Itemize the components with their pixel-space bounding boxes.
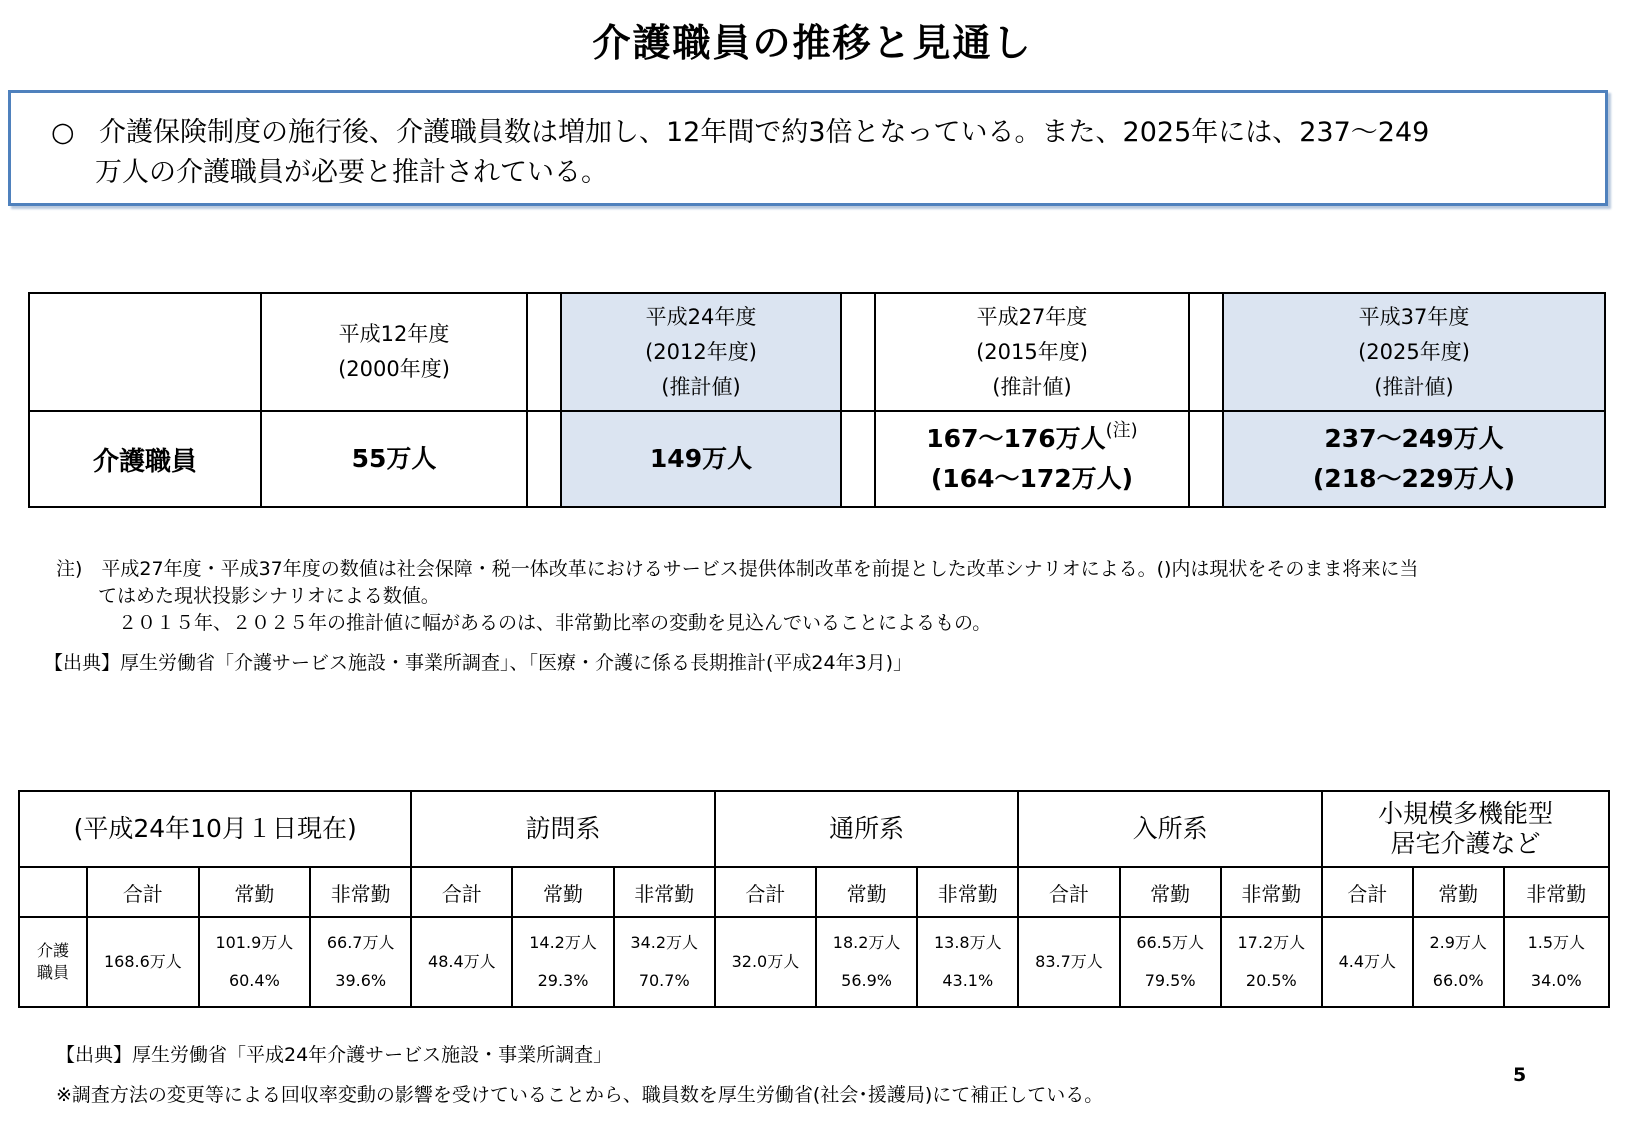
total-total: 168.6万人	[87, 917, 198, 1007]
summary-line-1: ○ 介護保険制度の施行後、介護職員数は増加し、12年間で約3倍となっている。また、2025年には、237～249	[51, 113, 1585, 153]
value-2015: 167～176万人$^{(注)}$ (164～172万人)	[875, 411, 1189, 507]
staff-projection-table	[28, 292, 1606, 508]
sub-header-part: 非常勤	[917, 867, 1018, 917]
note-line-1: 注) 平成27年度・平成37年度の数値は社会保障・税一体改革におけるサービス提供体制改革を前提とした改革シナリオによる。()内は現状をそのまま将来に当	[56, 558, 1419, 580]
col-header-2015: 平成27年度 (2015年度) (推計値)	[875, 293, 1189, 411]
small-part: 1.5万人 34.0%	[1504, 917, 1609, 1007]
sub-header-total: 合計	[715, 867, 816, 917]
group-small-multi: 小規模多機能型 居宅介護など	[1322, 791, 1609, 867]
sub-header-total: 合計	[411, 867, 512, 917]
value-2000: 55万人	[261, 411, 527, 507]
sub-header-full: 常勤	[1120, 867, 1221, 917]
row-label-care-staff: 介護職員	[29, 411, 261, 507]
row-label-care-staff: 介護 職員	[19, 917, 87, 1007]
small-full: 2.9万人 66.0%	[1413, 917, 1504, 1007]
gap-cell	[527, 293, 561, 411]
table2-group-row	[19, 791, 1609, 867]
sub-header-part: 非常勤	[614, 867, 715, 917]
table1-notes	[56, 556, 1606, 637]
page-number: 5	[1513, 1064, 1527, 1086]
bullet-circle: ○	[51, 117, 75, 148]
gap-cell	[527, 411, 561, 507]
day-total: 32.0万人	[715, 917, 816, 1007]
sub-header-full: 常勤	[199, 867, 310, 917]
note-line-2: てはめた現状投影シナリオによる数値。	[98, 585, 440, 607]
sub-header-full: 常勤	[512, 867, 613, 917]
source-citation-2: 【出典】厚生労働省「平成24年介護サービス施設・事業所調査」	[56, 1044, 613, 1066]
col-header-2025: 平成37年度 (2025年度) (推計値)	[1223, 293, 1605, 411]
gap-cell	[1189, 411, 1223, 507]
resident-total: 83.7万人	[1018, 917, 1119, 1007]
sub-header-full: 常勤	[816, 867, 917, 917]
gap-cell	[841, 411, 875, 507]
group-resident: 入所系	[1018, 791, 1322, 867]
total-full: 101.9万人 60.4%	[199, 917, 310, 1007]
col-header-2000: 平成12年度 (2000年度)	[261, 293, 527, 411]
table1-header-row	[29, 293, 1605, 411]
sub-header-part: 非常勤	[1504, 867, 1609, 917]
staff-breakdown-table	[18, 790, 1610, 1008]
summary-line-2: 万人の介護職員が必要と推計されている。	[95, 157, 608, 188]
day-full: 18.2万人 56.9%	[816, 917, 917, 1007]
gap-cell	[1189, 293, 1223, 411]
empty-sub-cell	[19, 867, 87, 917]
day-part: 13.8万人 43.1%	[917, 917, 1018, 1007]
empty-corner-cell	[29, 293, 261, 411]
sub-header-part: 非常勤	[1221, 867, 1322, 917]
table2-sub-header-row	[19, 867, 1609, 917]
table2-data-row	[19, 917, 1609, 1007]
resident-full: 66.5万人 79.5%	[1120, 917, 1221, 1007]
total-part: 66.7万人 39.6%	[310, 917, 411, 1007]
correction-footnote: ※調査方法の変更等による回収率変動の影響を受けていることから、職員数を厚生労働省(社会･援護局)にて補正している。	[56, 1084, 1104, 1106]
value-2025: 237～249万人 (218～229万人)	[1223, 411, 1605, 507]
visit-part: 34.2万人 70.7%	[614, 917, 715, 1007]
small-total: 4.4万人	[1322, 917, 1413, 1007]
sub-header-total: 合計	[1322, 867, 1413, 917]
table1-value-row	[29, 411, 1605, 507]
as-of-date: (平成24年10月１日現在)	[19, 791, 411, 867]
group-day: 通所系	[715, 791, 1019, 867]
sub-header-total: 合計	[1018, 867, 1119, 917]
gap-cell	[841, 293, 875, 411]
sub-header-full: 常勤	[1413, 867, 1504, 917]
note-marker: (注)	[1105, 420, 1138, 441]
group-visit: 訪問系	[411, 791, 715, 867]
note-line-3: ２０１５年、２０２５年の推計値に幅があるのは、非常勤比率の変動を見込んでいることによるもの。	[118, 612, 992, 634]
visit-total: 48.4万人	[411, 917, 512, 1007]
visit-full: 14.2万人 29.3%	[512, 917, 613, 1007]
sub-header-part: 非常勤	[310, 867, 411, 917]
value-2012: 149万人	[561, 411, 841, 507]
page-title: 介護職員の推移と見通し	[592, 21, 1033, 65]
source-citation-1: 【出典】厚生労働省「介護サービス施設・事業所調査」、「医療・介護に係る長期推計(平成24年3月)」	[44, 652, 913, 674]
col-header-2012: 平成24年度 (2012年度) (推計値)	[561, 293, 841, 411]
summary-box	[8, 90, 1608, 206]
sub-header-total: 合計	[87, 867, 198, 917]
resident-part: 17.2万人 20.5%	[1221, 917, 1322, 1007]
